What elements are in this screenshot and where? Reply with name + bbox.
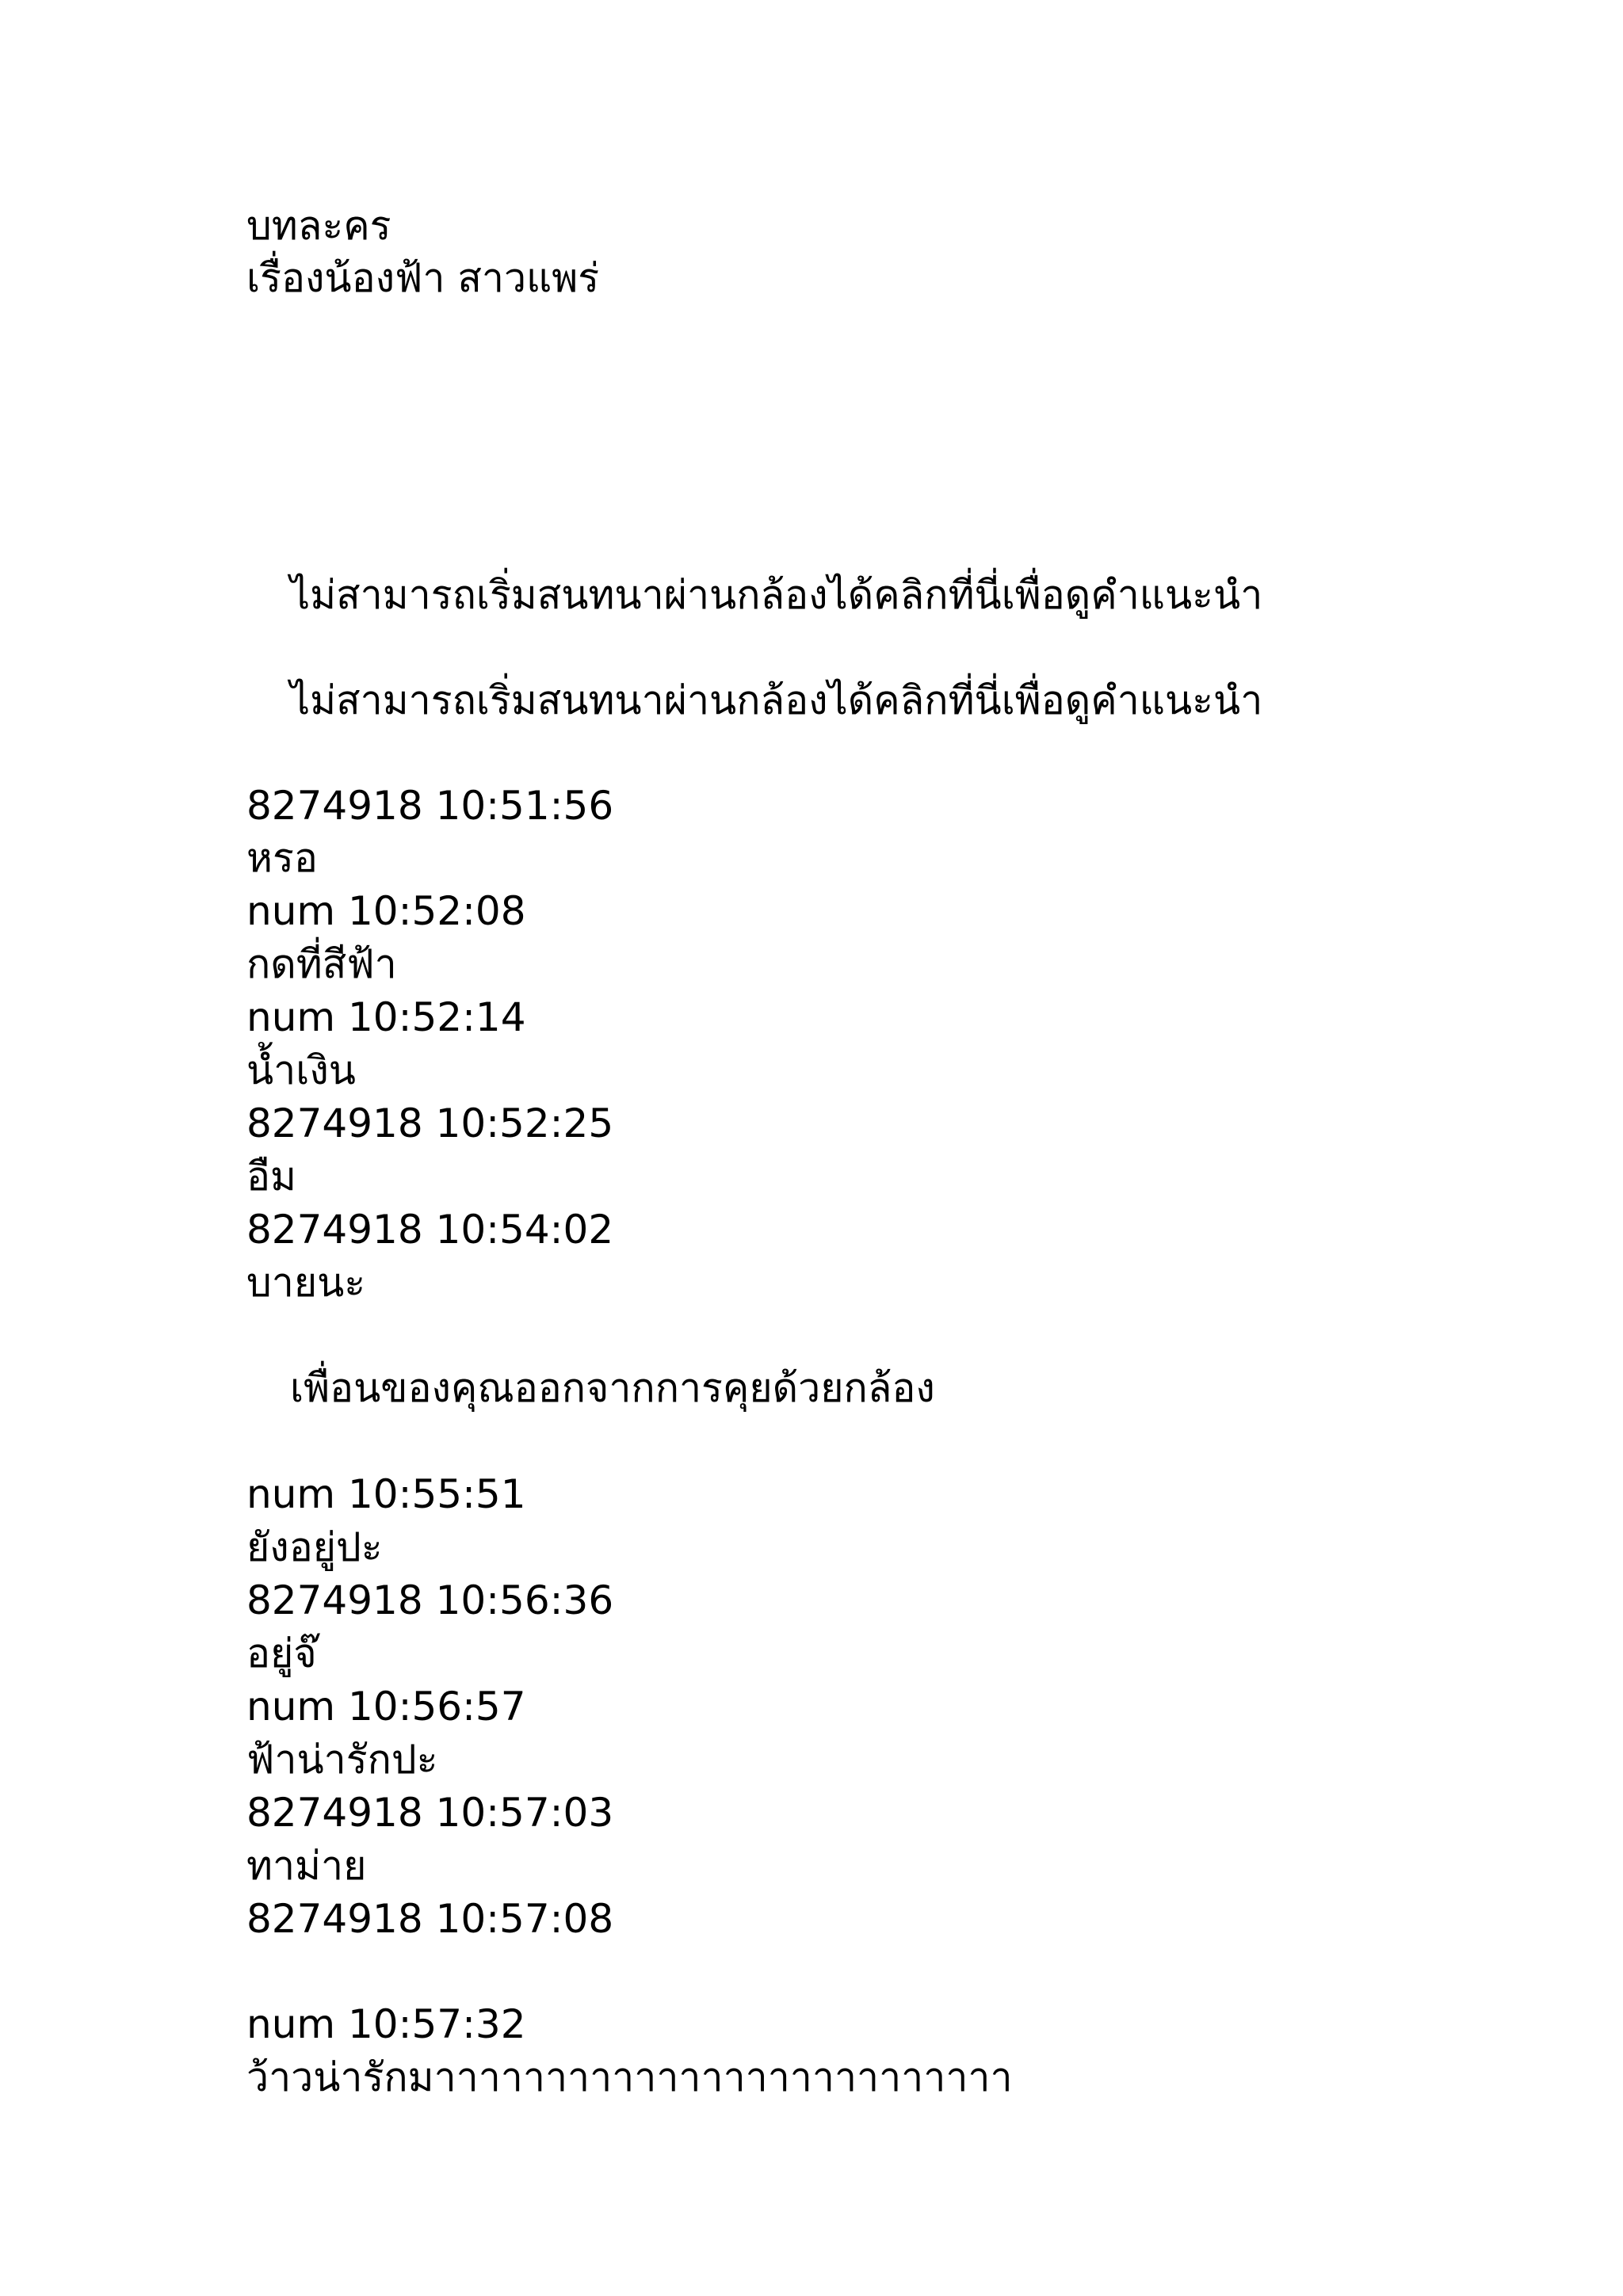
chat-line: อืม (246, 1154, 296, 1199)
chat-line: ยังอยู่ปะ (246, 1524, 383, 1570)
camera-notice-1: ไม่สามารถเริ่มสนทนาผ่านกล้องได้คลิกที่นี่เพื่อดูคำแนะนำ (290, 572, 1263, 618)
chat-line: num 10:52:14 (246, 994, 526, 1040)
chat-line: 8274918 10:57:08 (246, 1896, 614, 1942)
chat-line: num 10:52:08 (246, 888, 526, 934)
title-line-2: เรื่องน้องฟ้า สาวแพร่ (246, 255, 600, 301)
chat-line: num 10:56:57 (246, 1684, 526, 1730)
chat-line: บายนะ (246, 1260, 366, 1306)
title-line-1: บทละคร (246, 203, 391, 249)
chat-line: 8274918 10:51:56 (246, 783, 614, 829)
chat-line: 8274918 10:54:02 (246, 1207, 614, 1253)
chat-line: num 10:55:51 (246, 1471, 526, 1517)
chat-line: 8274918 10:52:25 (246, 1100, 614, 1146)
chat-line: ว้าวน่ารักมาาาาาาาาาาาาาาาาาาาาาาาาาา (246, 2054, 1013, 2100)
chat-line: ทาม่าย (246, 1843, 367, 1889)
chat-line: 8274918 10:57:03 (246, 1790, 614, 1836)
chat-line: 8274918 10:56:36 (246, 1577, 614, 1623)
chat-line: num 10:57:32 (246, 2001, 526, 2047)
chat-line: กดที่สีฟ้า (246, 941, 397, 987)
chat-line: อยู่จ๊ (246, 1630, 317, 1676)
camera-notice-2: ไม่สามารถเริ่มสนทนาผ่านกล้องได้คลิกที่นี่เพื่อดูคำแนะนำ (290, 677, 1263, 723)
chat-line: หรอ (246, 835, 318, 881)
chat-line: น้ำเงิน (246, 1047, 356, 1093)
leave-notice: เพื่อนของคุณออกจากการคุยด้วยกล้อง (290, 1365, 935, 1411)
chat-line: ฟ้าน่ารักปะ (246, 1737, 438, 1783)
